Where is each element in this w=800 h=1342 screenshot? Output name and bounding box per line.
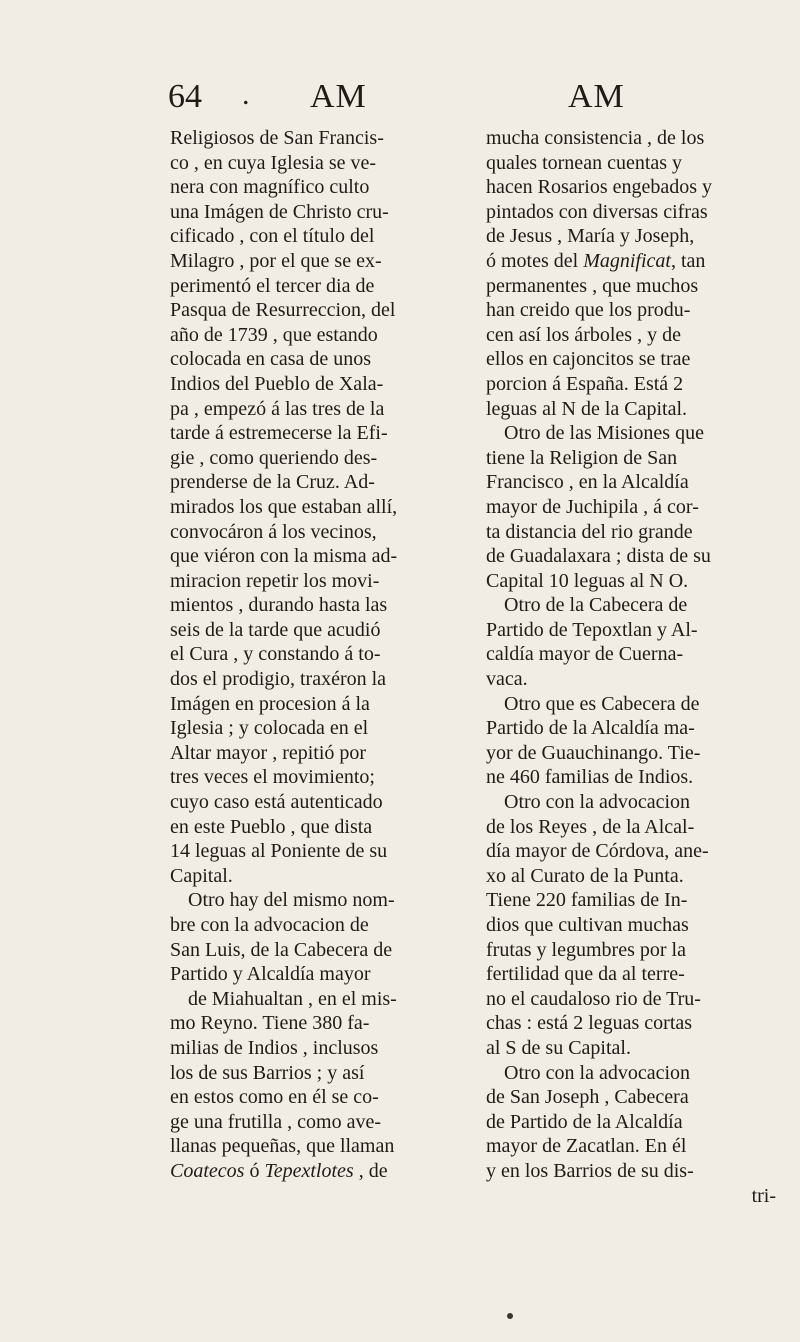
text-line: Religiosos de San Francis-	[170, 127, 384, 149]
text-line: Imágen en procesion á la	[170, 692, 370, 715]
italic-term: Coatecos	[170, 1159, 245, 1182]
text-line: Capital.	[170, 864, 233, 887]
text-line: vaca.	[486, 668, 528, 691]
text-line: Partido y Alcaldía mayor	[170, 963, 371, 986]
text-line: cen así los árboles , y de	[486, 323, 681, 346]
text-line: el Cura , y constando á to-	[170, 643, 381, 666]
text-line: leguas al N de la Capital.	[486, 397, 688, 420]
text-line: Otro de la Cabecera de	[504, 594, 688, 617]
text-line: en este Pueblo , que dista	[170, 815, 373, 838]
text-line: gie , como queriendo des-	[170, 446, 378, 469]
text-line: tiene la Religion de San	[486, 446, 678, 469]
text-line: una Imágen de Christo cru-	[170, 200, 389, 223]
text-line: bre con la advocacion de	[170, 914, 369, 936]
text-line: caldía mayor de Cuerna-	[486, 643, 684, 666]
text-line: Pasqua de Resurreccion, del	[170, 299, 396, 322]
text-line: Indios del Pueblo de Xala-	[170, 372, 384, 395]
text-line: porcion á España. Está 2	[486, 372, 684, 395]
text-line: día mayor de Córdova, ane-	[486, 840, 709, 863]
text-line: Otro que es Cabecera de	[504, 692, 700, 715]
text-line: quales tornean cuentas y	[486, 151, 683, 174]
italic-term: Magnificat	[583, 249, 671, 272]
text-line: de los Reyes , de la Alcal-	[486, 815, 695, 838]
text-line: año de 1739 , que estando	[170, 323, 378, 346]
text-fragment: ó	[244, 1159, 265, 1182]
text-line: mayor de Juchipila , á cor-	[486, 495, 699, 518]
italic-term: Tepextlotes	[264, 1159, 354, 1182]
text-line: tres veces el movimiento;	[170, 766, 375, 789]
right-text-column	[486, 126, 782, 1208]
text-line: pa , empezó á las tres de la	[170, 397, 385, 420]
text-line: chas : está 2 leguas cortas	[486, 1012, 693, 1035]
text-line: hacen Rosarios engebados y	[486, 176, 713, 199]
running-head-left: AM	[310, 78, 367, 115]
catchword: tri-	[751, 1184, 776, 1207]
header-dot: .	[242, 78, 250, 111]
text-line: co , en cuya Iglesia se ve-	[170, 151, 377, 174]
text-line	[486, 249, 782, 274]
text-line: Otro de las Misiones que	[504, 422, 704, 445]
text-line: tarde á estremecerse la Efi-	[170, 422, 388, 445]
text-fragment: , tan	[670, 249, 706, 272]
text-line: pintados con diversas cifras	[486, 200, 708, 223]
text-line: permanentes , que muchos	[486, 274, 699, 297]
text-line: dos el prodigio, traxéron la	[170, 668, 387, 691]
text-line: 14 leguas al Poniente de su	[170, 840, 388, 863]
text-line: Capital 10 leguas al N O.	[486, 569, 689, 592]
text-line: han creido que los produ-	[486, 299, 691, 322]
text-line: que viéron con la misma ad-	[170, 545, 398, 568]
running-head-right: AM	[568, 78, 625, 115]
text-line: mo Reyno. Tiene 380 fa-	[170, 1012, 370, 1035]
text-line: mirados los que estaban allí,	[170, 495, 398, 518]
text-line: fertilidad que da al terre-	[486, 963, 685, 986]
text-line: de Partido de la Alcaldía	[486, 1110, 683, 1133]
text-line: los de sus Barrios ; y así	[170, 1061, 365, 1084]
text-line: de San Joseph , Cabecera	[486, 1086, 689, 1109]
text-line: miracion repetir los movi-	[170, 569, 380, 592]
text-line: xo al Curato de la Punta.	[486, 864, 684, 887]
text-line: mayor de Zacatlan. En él	[486, 1135, 687, 1158]
text-line: al S de su Capital.	[486, 1036, 631, 1059]
text-line: cificado , con el título del	[170, 225, 375, 248]
text-line: Francisco , en la Alcaldía	[486, 471, 689, 494]
text-line: nera con magnífico culto	[170, 176, 370, 199]
text-line: y en los Barrios de su dis-	[486, 1159, 694, 1182]
text-line: perimentó el tercer dia de	[170, 274, 375, 297]
text-line: ellos en cajoncitos se trae	[486, 348, 691, 371]
text-line: milias de Indios , inclusos	[170, 1036, 379, 1059]
text-line: dios que cultivan muchas	[486, 914, 689, 936]
text-line: yor de Guauchinango. Tie-	[486, 741, 701, 764]
text-line: convocáron á los vecinos,	[170, 520, 377, 543]
text-line: San Luis, de la Cabecera de	[170, 938, 393, 961]
text-line: llanas pequeñas, que llaman	[170, 1135, 395, 1158]
text-line: Partido de la Alcaldía ma-	[486, 717, 695, 740]
text-line: Tiene 220 familias de In-	[486, 889, 688, 912]
page-header	[0, 78, 800, 118]
text-fragment: ó motes del	[486, 249, 584, 272]
text-line: prenderse de la Cruz. Ad-	[170, 471, 375, 494]
text-line: Otro hay del mismo nom-	[188, 889, 395, 912]
text-line: cuyo caso está autenticado	[170, 791, 383, 814]
text-line: Otro con la advocacion	[504, 791, 691, 814]
text-line: no el caudaloso rio de Tru-	[486, 987, 701, 1010]
text-line: seis de la tarde que acudió	[170, 618, 381, 641]
text-line: Otro con la advocacion	[504, 1061, 691, 1084]
text-line: ge una frutilla , como ave-	[170, 1110, 382, 1133]
page-specks	[507, 1313, 513, 1319]
text-line: Iglesia ; y colocada en el	[170, 717, 369, 740]
text-line: de Jesus , María y Joseph,	[486, 225, 695, 248]
text-line: Partido de Tepoxtlan y Al-	[486, 618, 698, 641]
text-line	[170, 1159, 466, 1184]
text-line: de Miahualtan , en el mis-	[188, 987, 397, 1010]
text-line: Altar mayor , repitió por	[170, 741, 367, 764]
text-line: mientos , durando hasta las	[170, 594, 388, 617]
text-line: mucha consistencia , de los	[486, 127, 705, 149]
text-line: frutas y legumbres por la	[486, 938, 686, 961]
text-line: Milagro , por el que se ex-	[170, 249, 382, 272]
text-line: ne 460 familias de Indios.	[486, 766, 694, 789]
page-number: 64	[168, 78, 202, 115]
text-fragment: , de	[353, 1159, 388, 1182]
text-line: de Guadalaxara ; dista de su	[486, 545, 711, 568]
text-line: colocada en casa de unos	[170, 348, 372, 371]
text-line: ta distancia del rio grande	[486, 520, 693, 543]
left-text-column	[170, 126, 466, 1184]
text-line: en estos como en él se co-	[170, 1086, 379, 1109]
